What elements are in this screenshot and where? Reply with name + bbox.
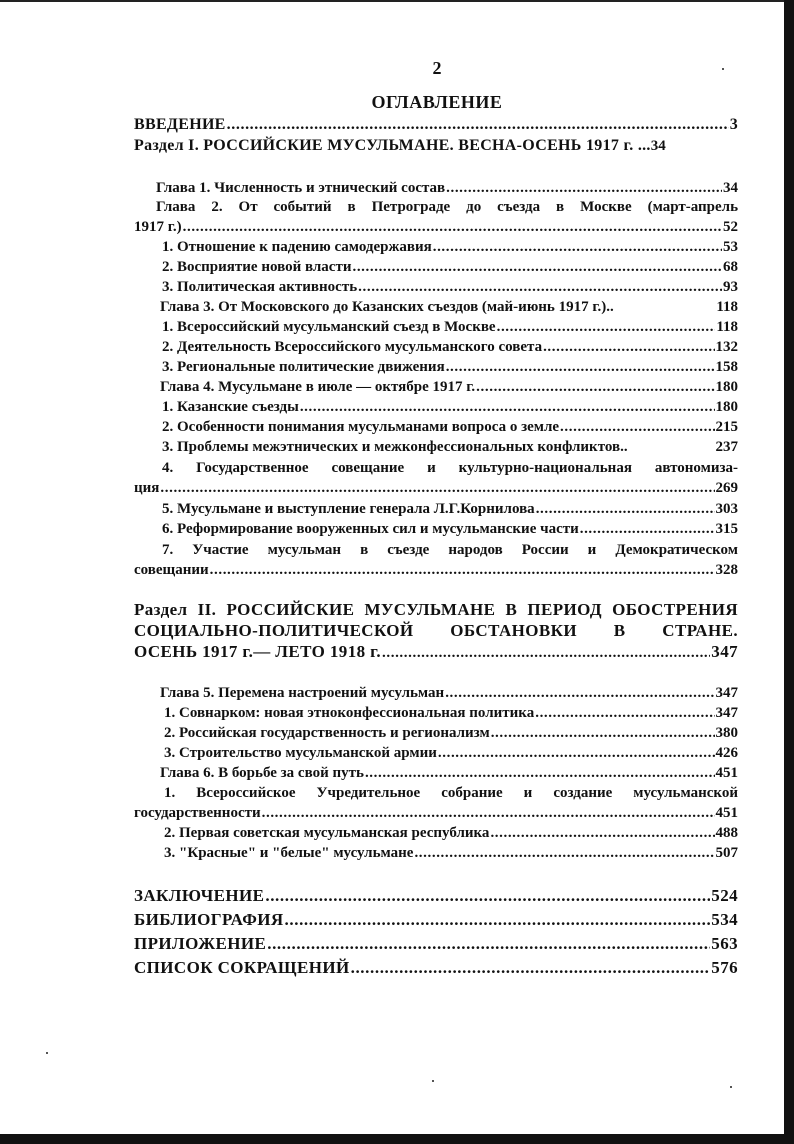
toc-chapter-1[interactable] [156,178,738,198]
toc-entry-page: 451 [715,765,738,781]
toc-item[interactable] [162,337,738,357]
toc-entry-page: 315 [715,521,738,537]
toc-item-4-line2[interactable] [134,478,738,498]
toc-entry-title: Глава 5. Перемена настроений мусульман [160,685,445,701]
toc-item[interactable] [164,723,738,743]
toc-item[interactable] [162,437,738,457]
toc-entry-title: 6. Реформирование вооруженных сил и мусульманские части [162,521,579,537]
toc-section-2-line1[interactable]: Раздел II. РОССИЙСКИЕ МУСУЛЬМАНЕ В ПЕРИОД ОБОСТРЕНИЯ [134,600,738,619]
toc-entry-page: 269 [715,480,738,496]
toc-entry-page: 34 [723,180,738,196]
toc-entry-page: 68 [723,259,738,275]
toc-item[interactable] [162,277,738,297]
toc-entry-title: 1. Совнарком: новая этноконфессиональная политика [164,705,535,721]
toc-entry-title: ПРИЛОЖЕНИЕ [134,934,267,953]
toc-entry-title: совещании [134,562,209,578]
toc-entry-page: 118 [716,319,738,335]
toc-entry-title: ВВЕДЕНИЕ [134,116,226,133]
toc-item[interactable] [162,417,738,437]
toc-entry-title: Глава 4. Мусульмане в июле — октябре 1917 г. [160,379,476,395]
toc-section-title: Раздел I. РОССИЙСКИЕ МУСУЛЬМАНЕ. ВЕСНА-ОСЕНЬ 1917 г. ... [134,137,651,154]
toc-chapter-5[interactable] [160,683,738,703]
toc-entry-page: 347 [715,705,738,721]
toc-item[interactable] [164,823,738,843]
toc-entry-page: 180 [715,399,738,415]
toc-entry-intro[interactable] [134,115,738,135]
toc-entry-page: 303 [715,501,738,517]
toc-section-1[interactable] [134,136,738,156]
toc-chapter-6[interactable] [160,763,738,783]
toc-entry-title: 2. Первая советская мусульманская республика [164,825,490,841]
toc-entry-title: Глава 3. От Московского до Казанских съездов (май-июнь 1917 г.).. [160,299,614,315]
toc-entry-page: 158 [715,359,738,375]
toc-entry-page: 451 [715,805,738,821]
toc-chapter-2-line1[interactable]: Глава 2. От событий в Петрограде до съезда в Москве (март-апрель [156,199,738,215]
toc-entry-title: 1917 г.) [134,219,182,235]
toc-chapter-4[interactable] [160,377,738,397]
toc-entry-page: 426 [715,745,738,761]
toc-entry-page: 576 [711,958,738,977]
toc-entry-page: 534 [711,910,738,929]
toc-entry-page: 132 [715,339,738,355]
toc-entry-page: 53 [723,239,738,255]
toc-entry-page: 524 [711,886,738,905]
page-number: 2 [432,58,442,78]
toc-section-2-line3[interactable] [134,642,738,663]
toc-entry-title: 2. Российская государственность и регионализм [164,725,490,741]
toc-entry-title: 1. Всероссийский мусульманский съезд в Москве [162,319,496,335]
toc-appendix[interactable] [134,933,738,955]
toc-item-4-line1[interactable]: 4. Государственное совещание и культурно-национальная автономиза- [162,460,738,476]
toc-entry-title: 2. Деятельность Всероссийского мусульманского совета [162,339,543,355]
toc-entry-title: 1. Казанские съезды [162,399,299,415]
toc-entry-title: 3. Проблемы межэтнических и межконфессиональных конфликтов.. [162,439,628,455]
toc-section-page: 34 [650,138,666,154]
toc-entry-page: 3 [729,116,738,133]
toc-abbreviations[interactable] [134,957,738,979]
toc-item[interactable] [162,357,738,377]
toc-entry-page: 93 [723,279,738,295]
toc-section-title: ОСЕНЬ 1917 г.— ЛЕТО 1918 г. [134,642,382,661]
toc-item[interactable] [164,843,738,863]
toc-heading: ОГЛАВЛЕНИЕ [371,92,503,112]
toc-entry-page: 328 [715,562,738,578]
toc-entry-title: Глава 1. Численность и этнический состав [156,180,446,196]
toc-entry-title: 2. Особенности понимания мусульманами вопроса о земле [162,419,560,435]
toc-entry-page: 563 [711,934,738,953]
toc-entry-page: 215 [715,419,738,435]
toc-entry-page: 488 [715,825,738,841]
toc-entry-title: Глава 6. В борьбе за свой путь [160,765,364,781]
toc-item[interactable] [162,237,738,257]
toc-entry-title: 3. Политическая активность [162,279,358,295]
toc-item[interactable] [164,703,738,723]
toc-bibliography[interactable] [134,909,738,931]
toc-item[interactable] [162,397,738,417]
toc-chapter-3[interactable] [160,297,738,317]
toc-entry-title: 3. Строительство мусульманской армии [164,745,437,761]
toc-item[interactable] [162,519,738,539]
toc-entry-page: 118 [716,299,738,315]
toc-entry-title: 3. "Красные" и "белые" мусульмане [164,845,414,861]
toc-conclusion[interactable] [134,885,738,907]
toc-item-7-line1[interactable]: 7. Участие мусульман в съезде народов России и Демократическом [162,542,738,558]
toc-item-6-1-line2[interactable] [134,803,738,823]
toc-chapter-2-line2[interactable] [134,217,738,237]
toc-entry-page: 380 [715,725,738,741]
toc-entry-page: 237 [715,439,738,455]
toc-entry-title: ция [134,480,160,496]
toc-item-7-line2[interactable] [134,560,738,580]
toc-entry-title: СПИСОК СОКРАЩЕНИЙ [134,958,350,977]
toc-entry-title: государственности [134,805,261,821]
toc-item[interactable] [164,743,738,763]
toc-entry-page: 507 [715,845,738,861]
toc-section-2-line2[interactable]: СОЦИАЛЬНО-ПОЛИТИЧЕСКОЙ ОБСТАНОВКИ В СТРАНЕ. [134,621,738,640]
toc-section-page: 347 [711,642,738,661]
toc-item[interactable] [162,317,738,337]
toc-item[interactable] [162,257,738,277]
toc-entry-page: 180 [715,379,738,395]
toc-entry-page: 347 [715,685,738,701]
toc-entry-title: 3. Региональные политические движения [162,359,445,375]
toc-item[interactable] [162,499,738,519]
toc-entry-title: 1. Отношение к падению самодержавия [162,239,432,255]
toc-entry-title: 2. Восприятие новой власти [162,259,352,275]
toc-entry-title: БИБЛИОГРАФИЯ [134,910,284,929]
toc-entry-title: 5. Мусульмане и выступление генерала Л.Г.Корнилова [162,501,535,517]
toc-item-6-1-line1[interactable]: 1. Всероссийское Учредительное собрание и создание мусульманской [164,785,738,801]
toc-entry-page: 52 [723,219,738,235]
toc-entry-title: ЗАКЛЮЧЕНИЕ [134,886,265,905]
